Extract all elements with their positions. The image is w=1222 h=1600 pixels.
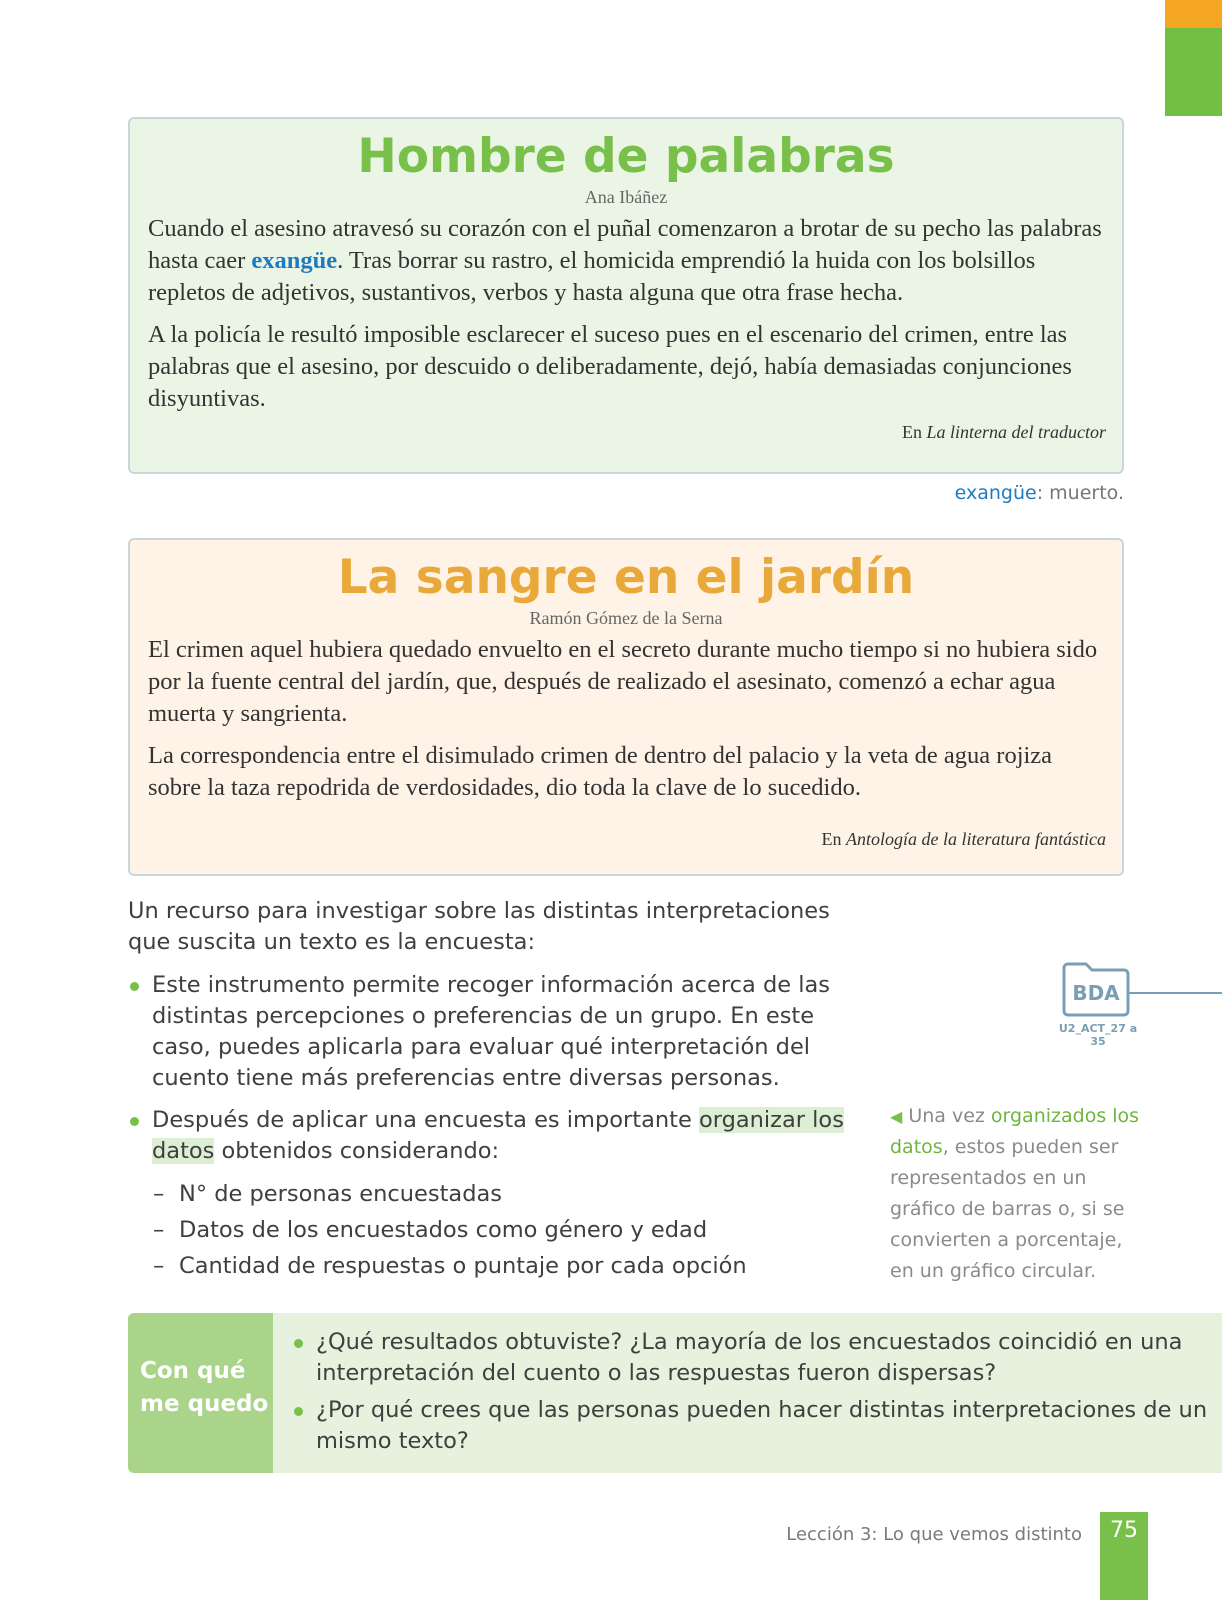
corner-tab-green (1165, 28, 1222, 116)
highlighted-text: organizar los datos (152, 1107, 844, 1164)
story-body (130, 634, 1122, 804)
story-title: Hombre de palabras (357, 129, 895, 184)
bda-connector-line (1128, 992, 1222, 994)
story-paragraph: El crimen aquel hubiera quedado envuelto en el secreto durante mucho tiempo si no hubiera sido por la fuente central del jardín, que, después de realizado el asesinato, comenzó a echar agua muerta y sangrienta. (148, 636, 1098, 727)
con-que-me-quedo-box (128, 1313, 1222, 1473)
sub-list-item: – Datos de los encuestados como género y edad (153, 1212, 747, 1248)
sub-list (153, 1176, 747, 1284)
section-label (128, 1313, 273, 1473)
story-box-hombre-de-palabras (128, 117, 1124, 474)
section-label-line: Con qué (140, 1358, 246, 1384)
question-list (292, 1327, 1212, 1463)
footer-lesson-title: Lección 3: Lo que vemos distinto (786, 1524, 1082, 1545)
story-source (902, 422, 1106, 443)
list-text: obtenidos considerando: (214, 1138, 500, 1164)
source-title: La linterna del traductor (926, 422, 1106, 442)
list-text: Después de aplicar una encuesta es importante (152, 1107, 699, 1133)
bda-label: BDA (1072, 981, 1120, 1005)
question-item: ¿Por qué crees que las personas pueden hacer distintas interpretaciones de un mismo texto? (292, 1395, 1212, 1457)
sub-list-item: – Cantidad de respuestas o puntaje por cada opción (153, 1248, 747, 1284)
section-label-line: me quedo (140, 1391, 269, 1417)
bda-code: U2_ACT_27 a 35 (1058, 1022, 1138, 1048)
story-paragraph: La correspondencia entre el disimulado crimen de dentro del palacio y la veta de agua rojiza sobre la taza repodrida de verdosidades, dio toda la clave de lo sucedido. (148, 742, 1053, 801)
story-paragraph: A la policía le resultó imposible esclarecer el suceso pues en el escenario del crimen, entre las palabras que el asesino, por descuido o deliberadamente, dejó, había demasiadas conjunciones disyuntivas. (148, 321, 1072, 412)
source-prefix: En (821, 829, 842, 849)
glossary-term: exangüe (251, 247, 338, 274)
intro-paragraph: Un recurso para investigar sobre las distintas interpretaciones que suscita un texto es la encuesta: (128, 898, 830, 955)
story-paragraph (148, 213, 1104, 309)
story-body (130, 213, 1122, 415)
story-title: La sangre en el jardín (337, 550, 915, 605)
source-title: Antología de la literatura fantástica (846, 829, 1106, 849)
note-highlight: organizados los datos (890, 1105, 1140, 1158)
question-item: ¿Qué resultados obtuviste? ¿La mayoría de los encuestados coincidió en una interpretación del cuento o las respuestas fueron dispersas? (292, 1327, 1212, 1389)
story-source (822, 829, 1107, 850)
glossary-note (955, 482, 1124, 504)
source-prefix: En (902, 422, 922, 442)
page-number: 75 (1110, 1518, 1138, 1543)
sub-list-item: – N° de personas encuestadas (153, 1176, 747, 1212)
glossary-definition: : muerto. (1036, 482, 1124, 504)
bullet-list (128, 970, 848, 1178)
corner-tab-orange (1165, 0, 1222, 28)
triangle-left-icon: ◀ (890, 1107, 903, 1126)
story-text: . Tras borrar su rastro, el homicida emprendió la huida con los bolsillos repletos de adjetivos, sustantivos, verbos y hasta alguna que otra frase hecha. (148, 247, 1036, 306)
story-box-la-sangre-en-el-jardin (128, 538, 1124, 876)
story-author: Ramón Gómez de la Serna (529, 608, 723, 628)
story-author: Ana Ibáñez (584, 187, 668, 207)
note-text: , estos pueden ser representados en un gráfico de barras o, si se convierten a porcentaje, en un gráfico circular. (890, 1136, 1125, 1282)
story-text: Cuando el asesino atravesó su corazón con el puñal comenzaron a brotar de su pecho las palabras hasta caer (148, 215, 1102, 274)
list-item (128, 1105, 848, 1167)
list-item: Este instrumento permite recoger información acerca de las distintas percepciones o preferencias de un grupo. En este caso, puedes aplicarla para evaluar qué interpretación del cuento tiene más preferencias entre diversas personas. (128, 970, 848, 1094)
margin-note (890, 1101, 1140, 1287)
note-text: Una vez (908, 1105, 991, 1127)
folder-icon[interactable] (1062, 960, 1130, 1017)
glossary-term: exangüe (954, 482, 1037, 504)
